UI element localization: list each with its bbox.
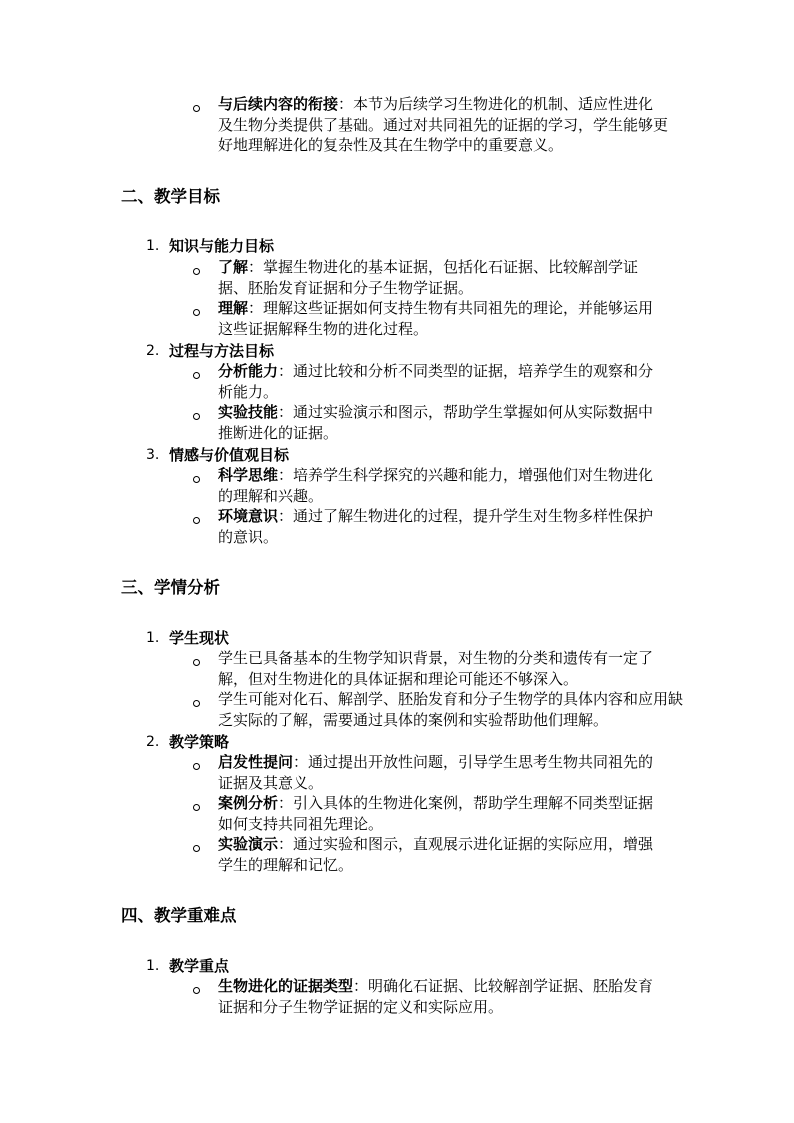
item-text: 学生已具备基本的生物学知识背景，对生物的分类和遗传有一定了解，但对生物进化的具体证据和理论可能还不够深入。	[218, 649, 654, 688]
subsection-title: 教学重点	[169, 957, 230, 975]
subsection-title: 学生现状	[169, 629, 230, 647]
list-item	[218, 834, 668, 875]
list-item	[218, 361, 668, 402]
list-item	[218, 402, 668, 443]
bullet-hollow	[193, 268, 200, 275]
bullet-hollow	[193, 309, 200, 316]
subsection-title: 过程与方法目标	[169, 342, 275, 360]
item-term: 分析能力	[218, 362, 279, 380]
list-item	[218, 752, 668, 793]
item-term: 环境意识	[218, 507, 279, 525]
list-number: 1.	[146, 238, 160, 254]
item-text: ：明确化石证据、比较解剖学证据、胚胎发育证据和分子生物学证据的定义和实际应用。	[218, 977, 654, 1016]
section-heading: 三、学情分析	[121, 578, 220, 597]
bullet-hollow	[193, 700, 200, 707]
list-item	[218, 793, 668, 834]
bullet-hollow	[193, 987, 200, 994]
list-item	[218, 465, 668, 506]
bullet-hollow	[193, 372, 200, 379]
list-item	[218, 298, 668, 339]
item-text: ：通过了解生物进化的过程，提升学生对生物多样性保护的意识。	[218, 507, 654, 546]
item-term: 生物进化的证据类型	[218, 977, 354, 995]
item-term: 理解	[218, 299, 249, 317]
bullet-hollow	[193, 413, 200, 420]
item-text: ：培养学生科学探究的兴趣和能力，增强他们对生物进化的理解和兴趣。	[218, 466, 654, 505]
list-item	[218, 257, 668, 298]
item-text: ：理解这些证据如何支持生物有共同祖先的理论，并能够运用这些证据解释生物的进化过程。	[218, 299, 654, 338]
bullet-hollow	[193, 517, 200, 524]
item-term: 与后续内容的衔接	[218, 95, 339, 113]
list-item	[218, 94, 668, 156]
bullet-hollow	[193, 804, 200, 811]
bullet-hollow	[193, 476, 200, 483]
bullet-hollow	[193, 845, 200, 852]
item-term: 案例分析	[218, 794, 279, 812]
list-number: 2.	[146, 343, 160, 359]
list-item	[218, 976, 668, 1017]
item-term: 了解	[218, 258, 249, 276]
bullet-hollow	[193, 659, 200, 666]
bullet-hollow	[193, 105, 200, 112]
item-text: ：本节为后续学习生物进化的机制、适应性进化及生物分类提供了基础。通过对共同祖先的证据的学习，学生能够更好地理解进化的复杂性及其在生物学中的重要意义。	[218, 95, 669, 154]
item-text: ：通过比较和分析不同类型的证据，培养学生的观察和分析能力。	[218, 362, 654, 401]
subsection-title: 教学策略	[169, 733, 230, 751]
subsection-title: 情感与价值观目标	[169, 446, 290, 464]
list-item	[218, 506, 668, 547]
item-text: 学生可能对化石、解剖学、胚胎发育和分子生物学的具体内容和应用缺乏实际的了解，需要通过具体的案例和实验帮助他们理解。	[218, 690, 684, 729]
item-term: 启发性提问	[218, 753, 294, 771]
item-term: 科学思维	[218, 466, 279, 484]
list-item	[218, 689, 688, 730]
list-item	[218, 648, 668, 689]
item-term: 实验技能	[218, 403, 279, 421]
item-text: ：掌握生物进化的基本证据，包括化石证据、比较解剖学证据、胚胎发育证据和分子生物学证据。	[218, 258, 639, 297]
item-text: ：引入具体的生物进化案例，帮助学生理解不同类型证据如何支持共同祖先理论。	[218, 794, 654, 833]
item-text: ：通过实验和图示，直观展示进化证据的实际应用，增强学生的理解和记忆。	[218, 835, 654, 874]
list-number: 1.	[146, 630, 160, 646]
list-number: 2.	[146, 734, 160, 750]
list-number: 3.	[146, 447, 160, 463]
subsection-title: 知识与能力目标	[169, 237, 275, 255]
section-heading: 二、教学目标	[121, 187, 220, 206]
section-heading: 四、教学重难点	[121, 906, 237, 925]
bullet-hollow	[193, 763, 200, 770]
list-number: 1.	[146, 958, 160, 974]
item-term: 实验演示	[218, 835, 279, 853]
item-text: ：通过提出开放性问题，引导学生思考生物共同祖先的证据及其意义。	[218, 753, 654, 792]
item-text: ：通过实验演示和图示，帮助学生掌握如何从实际数据中推断进化的证据。	[218, 403, 654, 442]
